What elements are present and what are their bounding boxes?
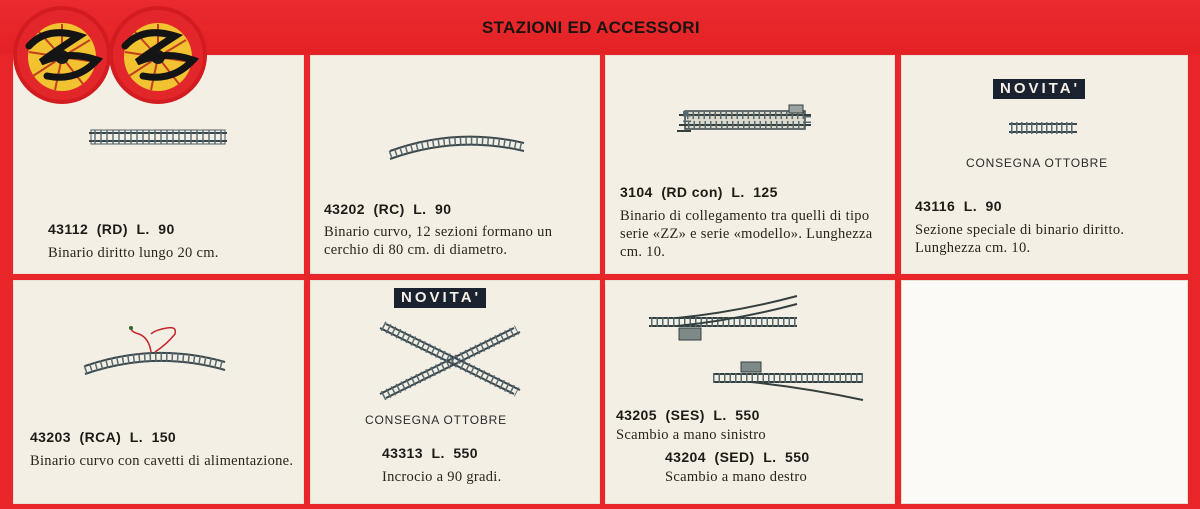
- zz-logo-icon: [113, 10, 203, 100]
- product-card: [605, 55, 895, 274]
- product-code: 43205 (SES) L. 550: [616, 407, 760, 423]
- empty-card: [901, 280, 1188, 504]
- product-card: [310, 55, 600, 274]
- turnout-icon: [647, 292, 807, 346]
- turnout-icon: [711, 360, 865, 404]
- product-code: 43203 (RCA) L. 150: [30, 429, 177, 445]
- product-description: Binario diritto lungo 20 cm.: [48, 245, 219, 261]
- product-description: Scambio a mano destro: [665, 469, 808, 485]
- zz-logo-icon: [17, 10, 107, 100]
- page-title: STAZIONI ED ACCESSORI: [482, 18, 700, 37]
- product-description: Binario curvo, 12 sezioni formano un cerchio di 80 cm. di diametro.: [324, 224, 553, 258]
- product-code: 43116 L. 90: [915, 198, 1002, 214]
- product-card: [901, 55, 1188, 274]
- product-description: Binario curvo con cavetti di alimentazione.: [30, 453, 294, 469]
- product-code: 43202 (RC) L. 90: [324, 201, 452, 217]
- product-code: 43313 L. 550: [382, 445, 478, 461]
- track-curved-wired-icon: [79, 324, 229, 380]
- track-curved-icon: [386, 125, 528, 161]
- track-connector-icon: [677, 103, 817, 135]
- product-description: Incrocio a 90 gradi.: [382, 469, 502, 485]
- track-crossing-icon: [372, 320, 522, 400]
- delivery-note: CONSEGNA OTTOBRE: [966, 156, 1108, 170]
- product-card: [310, 280, 600, 504]
- novita-badge: NOVITA': [394, 288, 486, 308]
- track-straight-icon: [89, 127, 229, 147]
- novita-badge: NOVITA': [993, 79, 1085, 99]
- product-description: Binario di collegamento tra quelli di tipo serie «ZZ» e serie «modello». Lunghezza cm. 10.: [620, 208, 873, 260]
- product-description: Sezione speciale di binario diritto. Lunghezza cm. 10.: [915, 222, 1125, 256]
- product-code: 43204 (SED) L. 550: [665, 449, 810, 465]
- product-card: [605, 280, 895, 504]
- delivery-note: CONSEGNA OTTOBRE: [365, 413, 507, 427]
- product-code: 43112 (RD) L. 90: [48, 221, 175, 237]
- track-short-icon: [1009, 119, 1077, 137]
- product-description: Scambio a mano sinistro: [616, 427, 766, 443]
- product-code: 3104 (RD con) L. 125: [620, 184, 778, 200]
- product-card: [13, 280, 304, 504]
